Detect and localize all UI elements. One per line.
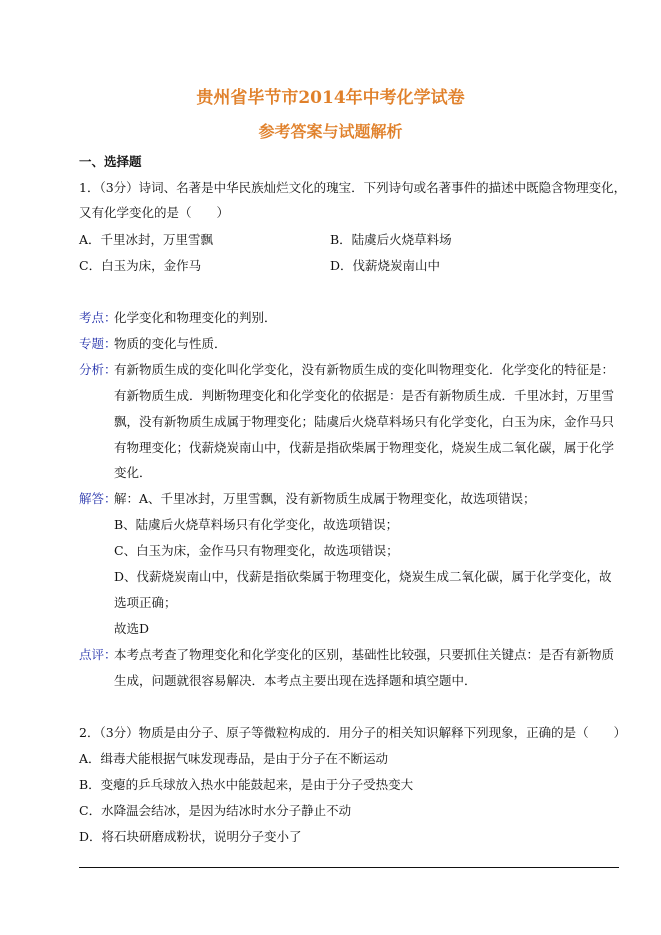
q1-option-b: B．陆虞后火烧草料场 bbox=[330, 232, 452, 247]
fenxi-line: 变化． bbox=[114, 465, 152, 480]
q1-option-c: C．白玉为床，金作马 bbox=[79, 258, 202, 273]
dianping-line: 本考点考查了物理变化和化学变化的区别，基础性比较强，只要抓住关键点：是否有新物质 bbox=[114, 647, 615, 662]
jieda-line: D、伐薪烧炭南山中，伐薪是指砍柴属于物理变化，烧炭生成二氧化碳，属于化学变化，故 bbox=[114, 569, 612, 584]
jieda-line: 故选D bbox=[114, 621, 150, 636]
q1-option-d: D．伐薪烧炭南山中 bbox=[330, 258, 441, 273]
jieda-line: C、白玉为床，金作马只有物理变化，故选项错误； bbox=[114, 543, 399, 558]
jieda-line: 选项正确； bbox=[114, 595, 177, 610]
q2-option-a: A．缉毒犬能根据气味发现毒品，是由于分子在不断运动 bbox=[79, 751, 389, 766]
q1-option-a: A．千里冰封，万里雪飘 bbox=[79, 232, 214, 247]
dianping-label: 点评： bbox=[79, 647, 117, 662]
fenxi-line: 有新物质生成．判断物理变化和化学变化的依据是：是否有新物质生成．千里冰封，万里雪 bbox=[114, 388, 615, 403]
fenxi-line: 有新物质生成的变化叫化学变化，没有新物质生成的变化叫物理变化．化学变化的特征是： bbox=[114, 362, 615, 377]
fenxi-label: 分析： bbox=[79, 362, 117, 377]
jieda-line: B、陆虞后火烧草料场只有化学变化，故选项错误； bbox=[114, 517, 399, 532]
section-heading: 一、选择题 bbox=[79, 154, 142, 169]
q1-stem: 1．（3分）诗词、名著是中华民族灿烂文化的瑰宝．下列诗句或名著事件的描述中既隐含物理变化， bbox=[79, 180, 627, 195]
q2-stem: 2．（3分）物质是由分子、原子等微粒构成的．用分子的相关知识解释下列现象，正确的是（ ） bbox=[79, 725, 627, 740]
zhuanti-text: 物质的变化与性质． bbox=[114, 336, 227, 351]
fenxi-line: 飘，没有新物质生成属于物理变化；陆虞后火烧草料场只有化学变化，白玉为床，金作马只 bbox=[114, 414, 615, 429]
q1-stem: 又有化学变化的是（ ） bbox=[79, 205, 230, 220]
jieda-label: 解答： bbox=[79, 491, 117, 506]
kaodian-label: 考点： bbox=[79, 310, 117, 325]
zhuanti-label: 专题： bbox=[79, 336, 117, 351]
q2-option-d: D．将石块研磨成粉状，说明分子变小了 bbox=[79, 829, 302, 844]
q2-option-b: B．变瘪的乒乓球放入热水中能鼓起来，是由于分子受热变大 bbox=[79, 777, 414, 792]
fenxi-line: 有物理变化；伐薪烧炭南山中，伐薪是指砍柴属于物理变化，烧炭生成二氧化碳，属于化学 bbox=[114, 440, 615, 455]
doc-subtitle: 参考答案与试题解析 bbox=[258, 122, 403, 141]
kaodian-text: 化学变化和物理变化的判别． bbox=[114, 310, 277, 325]
doc-title: 贵州省毕节市2014年中考化学试卷 bbox=[196, 88, 465, 108]
footer-divider bbox=[79, 867, 619, 868]
dianping-line: 生成，问题就很容易解决．本考点主要出现在选择题和填空题中． bbox=[114, 673, 477, 688]
jieda-line: 解：A、千里冰封，万里雪飘，没有新物质生成属于物理变化，故选项错误； bbox=[114, 491, 536, 506]
q2-option-c: C．水降温会结冰，是因为结冰时水分子静止不动 bbox=[79, 803, 352, 818]
